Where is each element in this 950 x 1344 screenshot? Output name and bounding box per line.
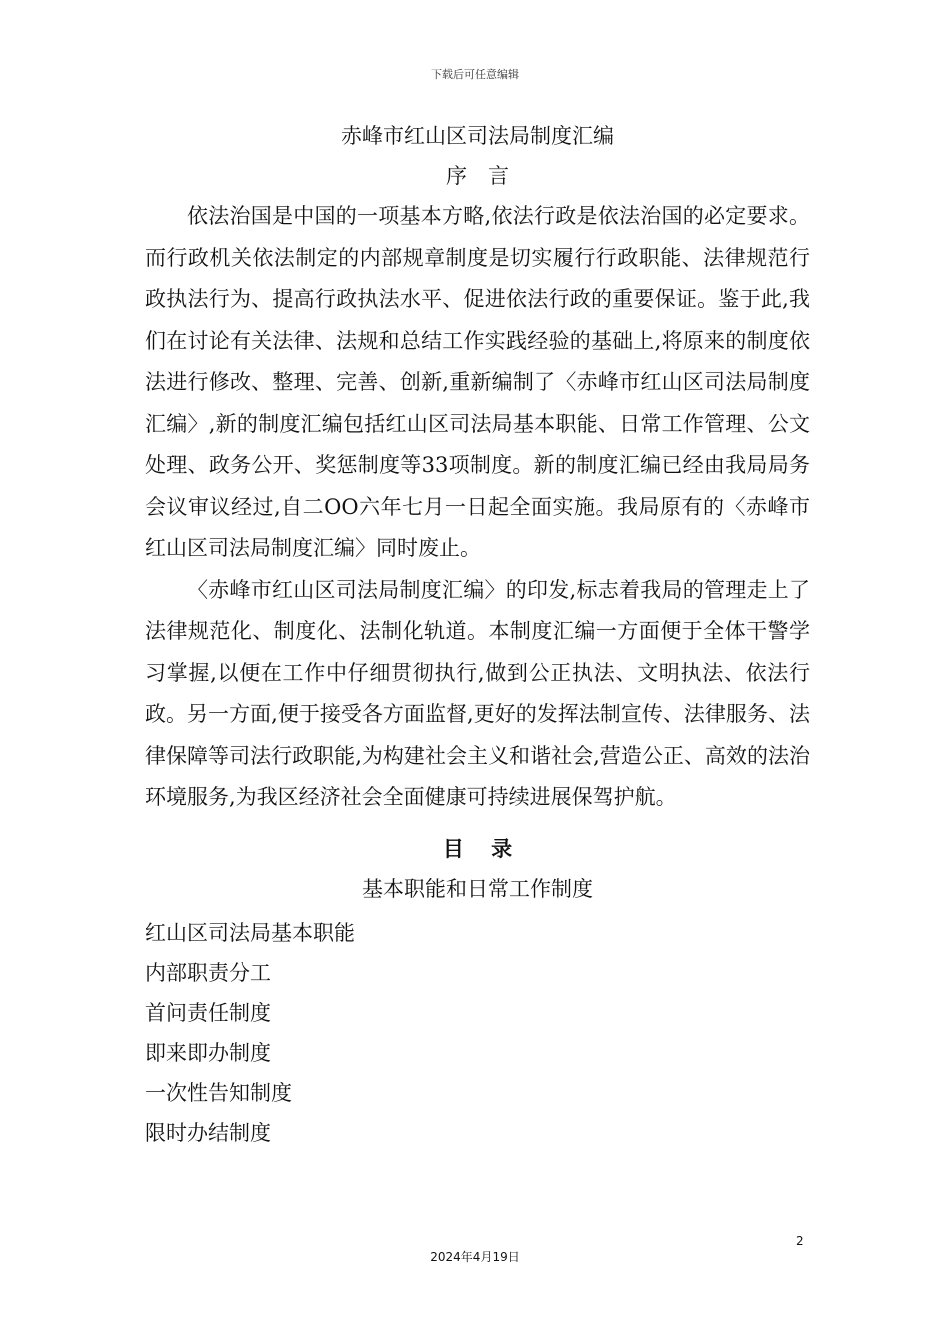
preface-paragraph-2: 〈赤峰市红山区司法局制度汇编〉的印发,标志着我局的管理走上了法律规范化、制度化、法制化轨道。本制度汇编一方面便于全体干警学习掌握,以便在工作中仔细贯彻执行,做到公正执法、文明执法、依法行政。另一方面,便于接受各方面监督,更好的发挥法制宣传、法律服务、法律保障等司法行政职能,为构建社会主义和谐社会,营造公正、高效的法治环境服务,为我区经济社会全面健康可持续进展保驾护航。 <box>145 577 810 809</box>
footer-date: 2024年4月19日 <box>430 1250 520 1264</box>
page-number: 2 <box>796 1234 804 1248</box>
document-body <box>145 116 810 1153</box>
toc-list <box>145 913 810 1153</box>
preface-paragraph-1: 依法治国是中国的一项基本方略,依法行政是依法治国的必定要求。而行政机关依法制定的内部规章制度是切实履行行政职能、法律规范行政执法行为、提高行政执法水平、促进依法行政的重要保证。鉴于此,我们在讨论有关法律、法规和总结工作实践经验的基础上,将原来的制度依法进行修改、整理、完善、创新,重新编制了〈赤峰市红山区司法局制度汇编〉,新的制度汇编包括红山区司法局基本职能、日常工作管理、公文处理、政务公开、奖惩制度等33项制度。新的制度汇编已经由我局局务会议审议经过,自二OO六年七月一日起全面实施。我局原有的〈赤峰市红山区司法局制度汇编〉同时废止。 <box>145 204 810 560</box>
document-title: 赤峰市红山区司法局制度汇编 <box>341 124 614 148</box>
toc-item: 即来即办制度 <box>145 1040 271 1065</box>
toc-section-title: 基本职能和日常工作制度 <box>362 876 593 901</box>
preface-heading: 序言 <box>446 164 530 188</box>
toc-item: 限时办结制度 <box>145 1120 271 1145</box>
toc-item: 内部职责分工 <box>145 960 271 985</box>
toc-item: 红山区司法局基本职能 <box>145 920 355 945</box>
page-header: 下载后可任意编辑 <box>431 68 519 81</box>
toc-heading: 目录 <box>442 835 540 861</box>
toc-item: 首问责任制度 <box>145 1000 271 1025</box>
toc-item: 一次性告知制度 <box>145 1080 292 1105</box>
